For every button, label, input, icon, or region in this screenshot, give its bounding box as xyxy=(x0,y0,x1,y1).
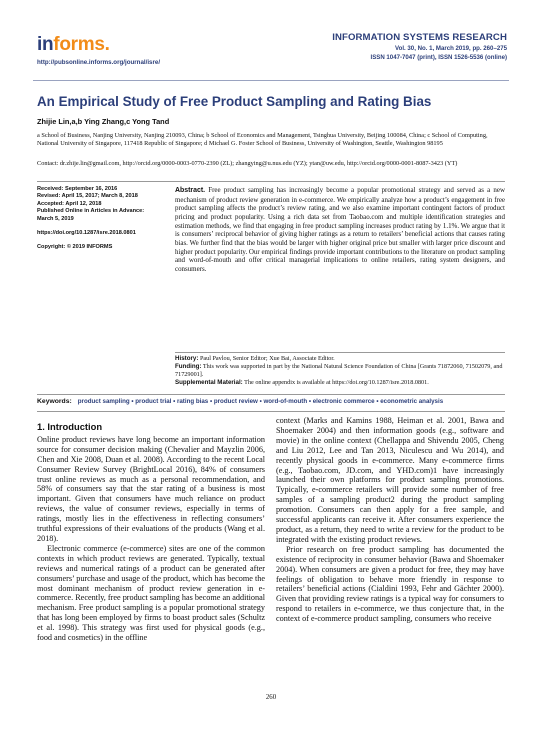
logo-prefix: in xyxy=(37,34,54,55)
paragraph: Prior research on free product sampling has documented the existence of reciprocity in consumer behavior (Bawa and Shoemaker 2004). When consumers are given a product for free, they may have feelings of obligation to behave more friendly in response to retailers’ beneficial actions (Cialdini 1993, Fehr and Gächter 2000). Given that providing review ratings is a typical way for consumers to respond to retailers in e-commerce, we thus conjecture that, in the context of e-commerce product sampling, consumers who receive xyxy=(276,544,504,624)
paragraph: context (Marks and Kamins 1988, Heiman et al. 2001, Bawa and Shoemaker 2004) and then information goods (e.g., software and movie) in the online context (Chellappa and Shivendu 2005, Cheng and Liu 2012, Lee and Tan 2013, Niculescu and Wu 2014), and recently physical goods in e-commerce. Many e-commerce firms (e.g., Taobao.com, JD.com, and YHD.com)1 have increasingly launched their own platforms for product sampling promotions. Typically, e-commerce retailers will provide some number of free samples of a sampling product2 during the product sampling promotion. Consumers can then apply for a free sample, and successful applicants can receive it. After consumers experience the product, as a return, they need to write a review for the product to be integrated with the existing product reviews. xyxy=(276,416,504,544)
keywords-text: product sampling • product trial • rating bias • product review • word-of-mouth • electronic commerce • econometric analysis xyxy=(77,398,444,405)
paragraph: Online product reviews have long become an important information source for consumer decision making (Chevalier and Mayzlin 2006, Chen and Xie 2008, Duan et al. 2008). According to the recent Local Consumer Review Survey (BrightLocal 2016), 84% of consumers trust online reviews as much as a personal recommendation, and 58% of consumers say that the star rating of a business is most important. Given that consumers have much reliance on product reviews, the value of consumer reviews, especially in terms of ratings, mostly lies in the effectiveness in reflecting consumers’ truthful expressions of their evaluations of the products (Wang et al. 2018). xyxy=(37,434,265,543)
supplemental-text[interactable]: The online appendix is available at https://doi.org/10.1287/isre.2018.0801. xyxy=(244,379,429,386)
keywords xyxy=(37,398,507,405)
issn-line: ISSN 1047-7047 (print), ISSN 1526-5536 (online) xyxy=(370,54,507,61)
body-column-right xyxy=(276,416,504,624)
divider xyxy=(37,411,505,412)
paper-authors: Zhijie Lin,a,b Ying Zhang,c Yong Tand xyxy=(37,117,170,126)
abstract xyxy=(175,186,505,274)
page-number: 260 xyxy=(265,694,277,701)
article-info xyxy=(37,186,167,252)
abstract-text: Free product sampling has increasingly become a popular promotional strategy and served as a new mechanism of product review generation in e-commerce. We empirically analyze how a product’s engagement in free product sampling affects the product’s review rating, and we also examine important contingent factors of product pricing and product popularity. Using a rich data set from Taobao.com and multiple identification strategies and estimation methods, we find that engaging in free product sampling increases product rating by 1.1%. We argue that it is consumers’ reciprocal behavior of giving higher ratings as a return to retailers’ beneficial actions that causes rating bias. We further find that the bias would be larger with higher original price but smaller with larger price discount and higher product popularity. Our empirical findings provide important contributions to the literature on product sampling and word-of-mouth and offer critical managerial implications to online retailers, rating system designers, and consumers. xyxy=(175,186,505,273)
logo-suffix: forms. xyxy=(53,34,110,55)
published-label: Published Online in Articles in Advance: xyxy=(37,208,145,215)
funding-label: Funding: xyxy=(175,363,202,370)
volume-line: Vol. 30, No. 1, March 2019, pp. 260–275 xyxy=(395,45,507,52)
keywords-label: Keywords: xyxy=(37,398,72,405)
journal-url-link[interactable]: http://pubsonline.informs.org/journal/isre/ xyxy=(37,59,161,66)
paragraph: Electronic commerce (e-commerce) sites are one of the common contexts in which product reviews are generated. Typically, textual reviews and numerical ratings of a product can be generated after consumers’ purchase and usage of the product, which has become the most dominant mechanism of product review generation in e-commerce. Recently, free product sampling has become an additional mechanism. Free product sampling is a popular promotional strategy that has long been employed by firms to boast product sales (Schultz et al. 1998). This strategy was first used for physical goods (e.g., food and cosmetics) in the offline xyxy=(37,543,265,643)
author-affiliations: a School of Business, Nanjing University, Nanjing 210093, China; b School of Economics and Management, Tsinghua University, Beijing 100084, China; c School of Computing, National University of Singapore, 117418 Republic of Singapore; d Michael G. Foster School of Business, University of Washington, Seattle, Washington 98195 xyxy=(37,132,488,148)
accepted-date: Accepted: April 12, 2018 xyxy=(37,200,102,207)
journal-header xyxy=(33,22,509,70)
published-date: March 5, 2019 xyxy=(37,215,74,222)
divider xyxy=(37,394,505,395)
history-label: History: xyxy=(175,355,199,362)
funding-text: This work was supported in part by the National Natural Science Foundation of China [Grants 71872060, 71502079, and 71729001]. xyxy=(175,363,503,378)
revised-date: Revised: April 15, 2017; March 8, 2018 xyxy=(37,193,138,200)
copyright: Copyright: © 2019 INFORMS xyxy=(37,244,113,251)
abstract-label: Abstract. xyxy=(175,187,206,194)
history-block xyxy=(175,355,505,387)
supplemental-label: Supplemental Material: xyxy=(175,379,243,386)
history-text: Paul Pavlou, Senior Editor; Xue Bai, Associate Editor. xyxy=(199,355,335,362)
author-contact: Contact: dr.zhije.lin@gmail.com, http://orcid.org/0000-0003-0770-2390 (ZL); zhangying@u.nus.edu (YZ); ytan@uw.edu, http://orcid.org/0000-0001-8087-3423 (YT) xyxy=(37,160,458,167)
body-column-left xyxy=(37,422,265,643)
section-heading: 1. Introduction xyxy=(37,421,103,432)
header-divider xyxy=(33,80,509,81)
paper-title: An Empirical Study of Free Product Sampling and Rating Bias xyxy=(37,94,432,109)
received-date: Received: September 16, 2016 xyxy=(37,186,118,192)
doi-link[interactable]: https://doi.org/10.1287/isre.2018.0801 xyxy=(37,230,136,237)
informs-logo xyxy=(37,34,110,56)
journal-info xyxy=(332,32,507,61)
divider xyxy=(37,181,505,182)
divider xyxy=(175,352,505,353)
journal-name: INFORMATION SYSTEMS RESEARCH xyxy=(332,32,507,43)
